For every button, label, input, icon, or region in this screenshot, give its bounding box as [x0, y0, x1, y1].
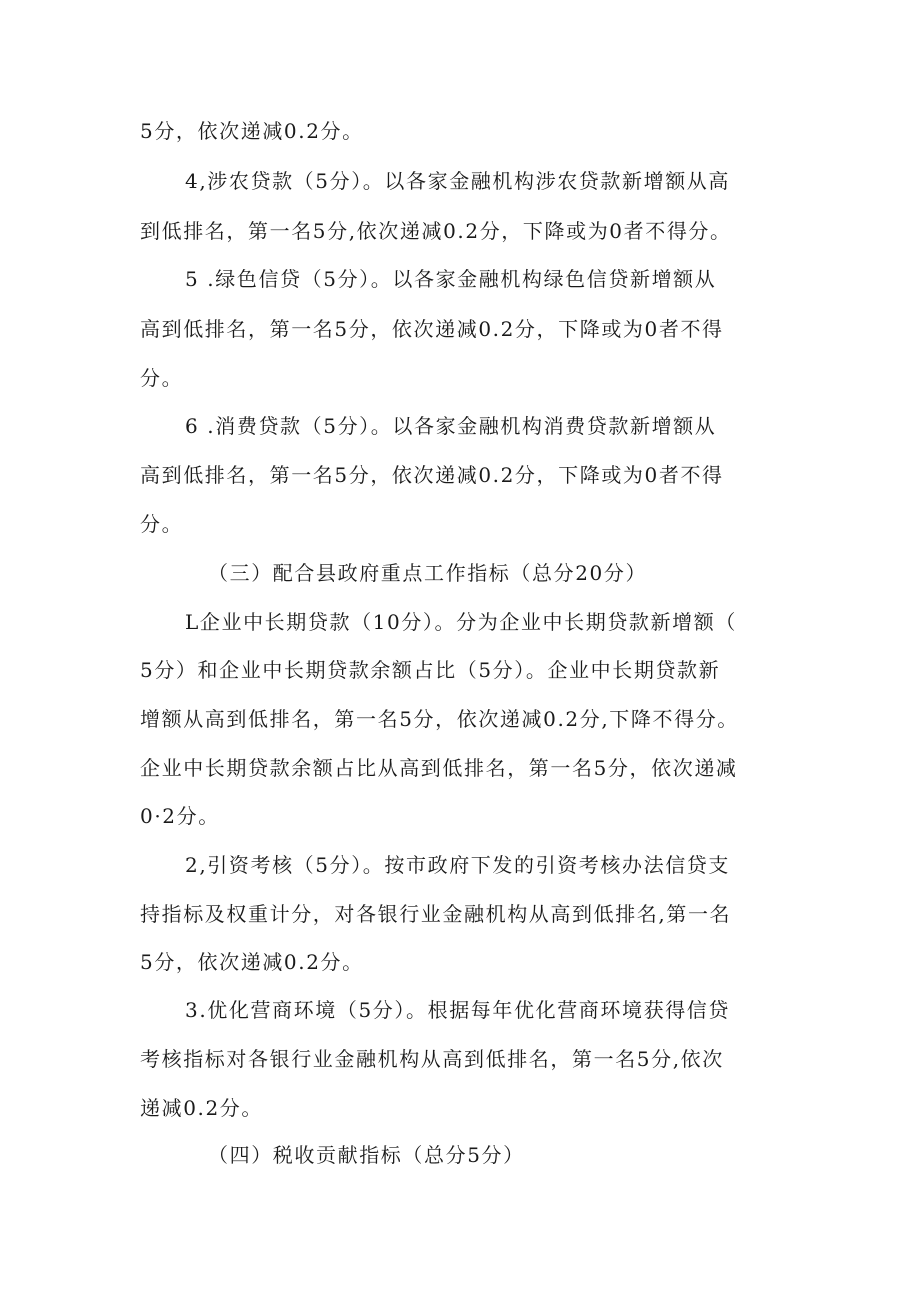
text-line: 6 .消费贷款（5分）。以各家金融机构消费贷款新增额从	[185, 414, 717, 438]
text-line: 0·2分。	[140, 804, 220, 828]
text-line: 5 .绿色信贷（5分）。以各家金融机构绿色信贷新增额从	[185, 267, 717, 291]
text-line: 高到低排名，第一名5分，依次递减0.2分，下降或为0者不得	[140, 317, 724, 341]
text-line: 持指标及权重计分，对各银行业金融机构从高到低排名,第一名	[140, 902, 732, 926]
text-line: 4,涉农贷款（5分）。以各家金融机构涉农贷款新增额从高	[185, 169, 731, 193]
text-line: 3.优化营商环境（5分）。根据每年优化营商环境获得信贷	[185, 998, 731, 1022]
text-line: 5分，依次递减0.2分。	[140, 950, 364, 974]
section-heading: （四）税收贡献指标（总分5分）	[208, 1143, 525, 1167]
text-line: 5分）和企业中长期贷款余额占比（5分）。企业中长期贷款新	[140, 658, 721, 682]
text-line: 企业中长期贷款余额占比从高到低排名，第一名5分，依次递减	[140, 756, 738, 780]
text-line: 递减0.2分。	[140, 1096, 264, 1120]
text-line: 分。	[140, 512, 184, 536]
text-line: 高到低排名，第一名5分，依次递减0.2分，下降或为0者不得	[140, 463, 724, 487]
text-line: 5分，依次递减0.2分。	[140, 119, 364, 143]
text-line: 分。	[140, 366, 184, 390]
text-line: 到低排名，第一名5分,依次递减0.2分，下降或为0者不得分。	[140, 219, 732, 243]
text-line: 增额从高到低排名，第一名5分，依次递减0.2分,下降不得分。	[140, 707, 739, 731]
text-line: 考核指标对各银行业金融机构从高到低排名，第一名5分,依次	[140, 1047, 724, 1071]
text-line: 2,引资考核（5分）。按市政府下发的引资考核办法信贷支	[185, 853, 731, 877]
section-heading: （三）配合县政府重点工作指标（总分20分）	[208, 561, 648, 585]
text-line: L企业中长期贷款（10分）。分为企业中长期贷款新增额（	[185, 610, 737, 634]
